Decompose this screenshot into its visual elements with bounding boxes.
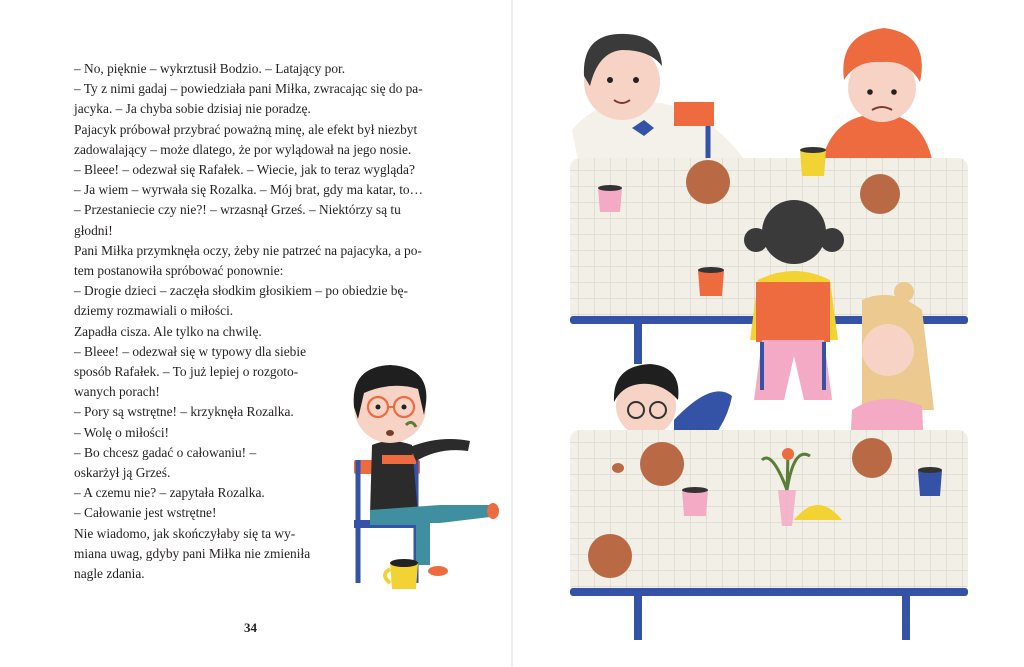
text-line: – Całowanie jest wstrętne! bbox=[74, 505, 217, 521]
text-line: sposób Rafałek. – To już lepiej o rozgoto- bbox=[74, 364, 299, 380]
girl-pigtails-back bbox=[744, 200, 844, 400]
text-line: wanych porach! bbox=[74, 384, 160, 400]
lunch-table-illustration bbox=[562, 10, 992, 650]
text-line: – Bleee! – odezwał się w typowy dla siebie bbox=[74, 343, 307, 359]
page-number: 34 bbox=[244, 620, 257, 635]
text-line: – A czemu nie? – zapytała Rozalka. bbox=[74, 485, 265, 501]
text-line: – Drogie dzieci – zaczęła słodkim głosikiem – po obiedzie bę- bbox=[74, 283, 408, 299]
text-line: zadowalający – może dlatego, że por wylądował na jego nosie. bbox=[74, 141, 412, 157]
text-line: – Ty z nimi gadaj – powiedziała pani Miłka, zwracając się do pa- bbox=[74, 81, 423, 97]
text-line: – Wolę o miłości! bbox=[74, 424, 170, 440]
text-line: Pani Miłka przymknęła oczy, żeby nie patrzeć na pajacyka, a po- bbox=[74, 242, 422, 258]
text-line: Nie wiadomo, jak skończyłaby się ta wy- bbox=[74, 525, 296, 541]
text-line: – Pory są wstrętne! – krzyknęła Rozalka. bbox=[74, 404, 294, 420]
text-line: oskarżył ją Grześ. bbox=[74, 465, 171, 481]
text-line: – Przestaniecie czy nie?! – wrzasnął Grześ. – Niektórzy są tu bbox=[74, 202, 401, 218]
text-line: – Bleee! – odezwał się Rafałek. – Wiecie, jak to teraz wygląda? bbox=[74, 162, 415, 178]
text-line: miana uwag, gdyby pani Miłka nie zmieniła bbox=[74, 545, 311, 561]
text-line: – Bo chcesz gadać o całowaniu! – bbox=[74, 444, 257, 460]
text-line: – No, pięknie – wykrztusił Bodzio. – Latający por. bbox=[74, 61, 346, 76]
text-line: Pajacyk próbował przybrać poważną minę, ale efekt był niezbyt bbox=[74, 121, 418, 137]
text-line: dziemy rozmawiali o miłości. bbox=[74, 303, 234, 319]
text-line: głodni! bbox=[74, 222, 113, 238]
text-line: tem postanowiła spróbować ponownie: bbox=[74, 263, 284, 279]
text-line: – Ja wiem – wyrwała się Rozalka. – Mój brat, gdy ma katar, to… bbox=[74, 182, 424, 198]
text-line: nagle zdania. bbox=[74, 566, 145, 582]
girl-on-chair-illustration bbox=[320, 345, 510, 605]
right-page bbox=[512, 0, 1024, 667]
text-line: Zapadła cisza. Ale tylko na chwilę. bbox=[74, 323, 262, 339]
text-line: jacyka. – Ja chyba sobie dzisiaj nie poradzę. bbox=[74, 101, 311, 117]
